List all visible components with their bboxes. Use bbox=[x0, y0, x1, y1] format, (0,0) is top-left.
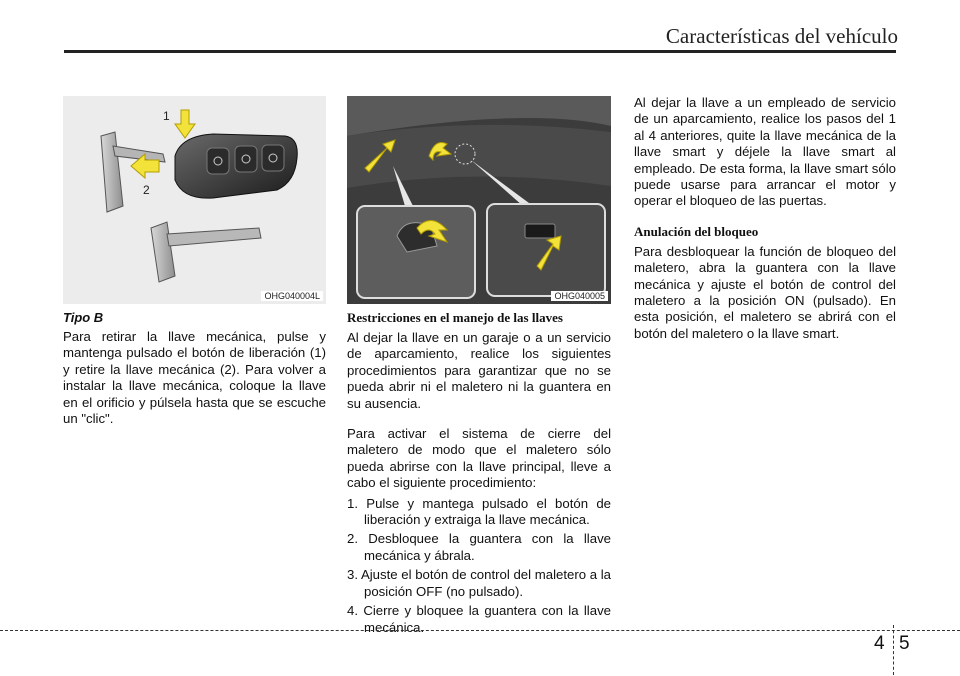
key-removal-paragraph: Para retirar la llave mecánica, pulse y mantenga pulsado el botón de liberación (1) y retire la llave mecánica (2). Para volver a instalar la llave mecánica, coloque la llave en el orificio y púlsela hasta que se escuche un "clic". bbox=[63, 329, 326, 427]
list-item: 4. Cierre y bloquee la guantera con la llave mecánica. bbox=[347, 603, 611, 635]
column-1 bbox=[63, 96, 326, 441]
smart-key-illustration bbox=[63, 96, 326, 304]
section-heading-key-restrictions: Restricciones en el manejo de las llaves bbox=[347, 310, 563, 325]
glovebox-figure bbox=[347, 96, 611, 304]
figure-label: OHG040004L bbox=[261, 291, 323, 301]
footer-divider bbox=[893, 625, 894, 675]
page-header-title: Características del vehículo bbox=[665, 24, 898, 48]
paragraph-unlock: Para desbloquear la función de bloqueo del maletero, abra la guantera con la llave mecánica y ajuste el botón de control del maletero a la posición ON (pulsado). En esta posición, el maletero se abrirá con el botón del maletero o la llave smart. bbox=[634, 243, 896, 341]
procedure-steps bbox=[347, 496, 611, 636]
chapter-number: 4 bbox=[874, 633, 885, 654]
paragraph-valet: Al dejar la llave a un empleado de servicio de un aparcamiento, realice los pasos del 1 al 4 anteriores, quite la llave mecánica de la llave smart y déjele la llave smart al empleado. De esta forma, la llave smart sólo puede usarse para arrancar el motor y operar el bloqueo de las puertas. bbox=[634, 95, 896, 209]
footer-rule bbox=[0, 630, 960, 631]
page-number: 5 bbox=[899, 633, 910, 654]
paragraph-garage: Al dejar la llave en un garaje o a un servicio de aparcamiento, realice los siguientes procedimientos para garantizar que no se pueda abrir ni el maletero ni la guantera en su ausencia. bbox=[347, 330, 611, 411]
callout-2: 2 bbox=[143, 183, 150, 197]
list-item: 1. Pulse y mantega pulsado el botón de liberación y extraiga la llave mecánica. bbox=[347, 495, 611, 528]
figure-label: OHG040005 bbox=[551, 291, 608, 301]
column-2 bbox=[347, 96, 611, 639]
header-rule bbox=[64, 50, 896, 53]
callout-1: 1 bbox=[163, 109, 170, 123]
caption-type-b: Tipo B bbox=[63, 310, 104, 325]
section-heading-unlock: Anulación del bloqueo bbox=[634, 223, 759, 239]
smart-key-figure bbox=[63, 96, 326, 304]
list-item: 2. Desbloquee la guantera con la llave mecánica y ábrala. bbox=[347, 531, 611, 563]
paragraph-trunk-lock: Para activar el sistema de cierre del maletero de modo que el maletero sólo pueda abrirse con la llave principal, lleve a cabo el siguiente procedimiento: bbox=[347, 426, 611, 491]
glovebox-illustration bbox=[347, 96, 611, 304]
list-item: 3. Ajuste el botón de control del maletero a la posición OFF (no pulsado). bbox=[347, 567, 611, 599]
column-3 bbox=[634, 95, 896, 356]
